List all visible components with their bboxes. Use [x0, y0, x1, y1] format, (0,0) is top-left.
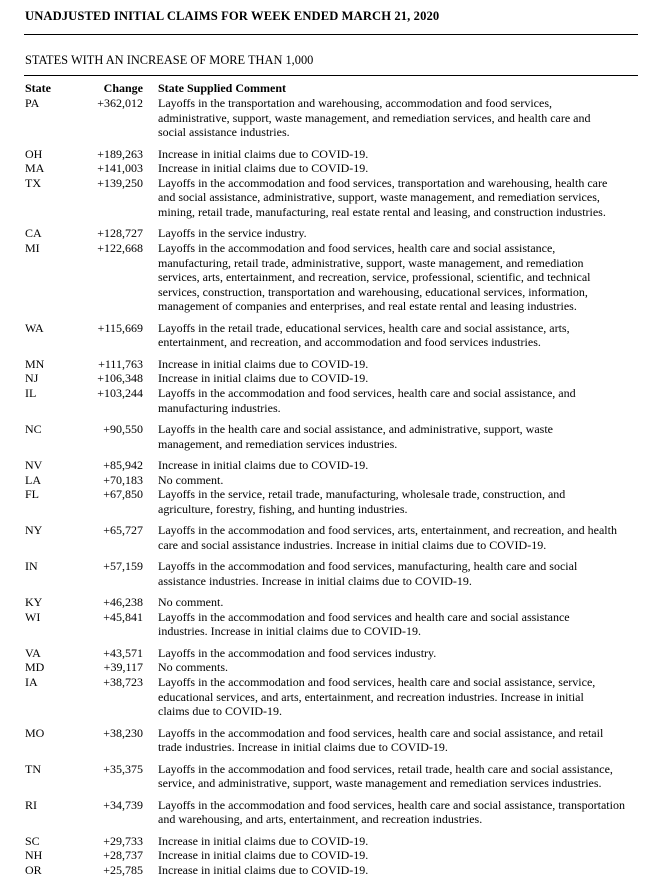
- comment-cell: [158, 863, 642, 877]
- state-cell: MI: [25, 241, 40, 255]
- change-cell: +38,230: [103, 725, 143, 740]
- state-cell: MN: [25, 356, 45, 371]
- comment-line: industries. Increase in initial claims due to COVID-19.: [158, 624, 421, 639]
- state-cell: IA: [25, 675, 38, 689]
- comment-line: Increase in initial claims due to COVID-19.: [158, 848, 369, 863]
- change-cell: +189,263: [97, 146, 143, 161]
- comment-line: Layoffs in the accommodation and food services, health care and social assistance, transportation: [158, 797, 625, 812]
- column-header-comment: State Supplied Comment: [158, 81, 287, 95]
- comment-cell: [158, 458, 642, 473]
- column-header-state: State: [25, 81, 51, 95]
- change-cell: +65,727: [103, 523, 143, 538]
- change-cell: +45,841: [103, 609, 143, 624]
- state-cell: TN: [25, 761, 41, 776]
- comment-cell: [158, 321, 642, 350]
- comment-cell: [158, 660, 642, 675]
- comment-line: No comment.: [158, 595, 224, 610]
- state-cell: PA: [25, 96, 40, 110]
- change-cell: +29,733: [103, 833, 143, 848]
- change-cell: +122,668: [97, 241, 143, 255]
- section-divider: [24, 75, 638, 76]
- state-cell: OH: [25, 146, 43, 161]
- comment-line: No comments.: [158, 660, 228, 675]
- comment-cell: [158, 473, 642, 488]
- state-cell: MD: [25, 660, 45, 675]
- state-cell: NC: [25, 422, 42, 436]
- title-divider: [24, 34, 638, 35]
- comment-cell: [158, 422, 642, 451]
- comment-line: management of companies and enterprises, and real estate rental and leasing industries.: [158, 299, 577, 314]
- change-cell: +85,942: [103, 458, 143, 472]
- state-cell: SC: [25, 833, 40, 848]
- comment-line: Increase in initial claims due to COVID-19.: [158, 371, 369, 386]
- change-cell: +67,850: [103, 487, 143, 502]
- state-cell: IL: [25, 386, 37, 400]
- comment-line: Layoffs in the accommodation and food services, health care and social assistance, and retail: [158, 725, 604, 740]
- comment-cell: [158, 675, 642, 719]
- state-cell: RI: [25, 797, 37, 812]
- change-cell: +90,550: [103, 422, 143, 436]
- comment-cell: [158, 798, 642, 827]
- comment-line: social assistance industries.: [158, 125, 290, 140]
- change-cell: +128,727: [97, 226, 143, 241]
- comment-line: Layoffs in the accommodation and food services industry.: [158, 645, 437, 660]
- comment-line: Increase in initial claims due to COVID-19.: [158, 146, 369, 161]
- comment-line: and warehousing, and arts, entertainment, and recreation industries.: [158, 812, 483, 827]
- comment-line: Layoffs in the accommodation and food services, arts, entertainment, and recreation, and health: [158, 523, 617, 538]
- change-cell: +57,159: [103, 559, 143, 574]
- change-cell: +362,012: [97, 96, 143, 110]
- change-cell: +28,737: [103, 848, 143, 863]
- comment-cell: [158, 595, 642, 610]
- comment-line: services, arts, entertainment, and recreation, service, professional, scientific, and technical: [158, 270, 591, 285]
- comment-line: Layoffs in the accommodation and food services, transportation and warehousing, health care: [158, 175, 608, 190]
- column-header-change: Change: [103, 81, 143, 95]
- comment-cell: [158, 762, 642, 791]
- comment-line: agriculture, forestry, fishing, and hunting industries.: [158, 501, 408, 516]
- page-title: UNADJUSTED INITIAL CLAIMS FOR WEEK ENDED MARCH 21, 2020: [25, 9, 440, 23]
- comment-line: Layoffs in the accommodation and food services, manufacturing, health care and social: [158, 559, 578, 574]
- comment-line: Layoffs in the service industry.: [158, 226, 307, 241]
- comment-line: assistance industries. Increase in initial claims due to COVID-19.: [158, 573, 472, 588]
- comment-cell: [158, 834, 642, 849]
- comment-cell: [158, 848, 642, 863]
- comment-line: Layoffs in the accommodation and food services, health care and social assistance,: [158, 241, 556, 255]
- comment-line: service, and administrative, support, waste management and remediation services industries.: [158, 776, 602, 791]
- comment-line: No comment.: [158, 472, 224, 487]
- comment-cell: [158, 176, 642, 220]
- comment-cell: [158, 610, 642, 639]
- comment-cell: [158, 386, 642, 415]
- state-cell: MA: [25, 161, 45, 176]
- comment-line: management, and remediation services industries.: [158, 436, 398, 451]
- comment-cell: [158, 226, 642, 241]
- comment-line: care and social assistance industries. Increase in initial claims due to COVID-19.: [158, 537, 547, 552]
- change-cell: +34,739: [103, 797, 143, 812]
- change-cell: +39,117: [103, 660, 143, 675]
- section-subtitle: STATES WITH AN INCREASE OF MORE THAN 1,000: [25, 53, 314, 67]
- change-cell: +35,375: [103, 761, 143, 776]
- comment-line: Layoffs in the retail trade, educational services, health care and social assistance, arts,: [158, 320, 570, 335]
- comment-cell: [158, 487, 642, 516]
- comment-line: Increase in initial claims due to COVID-19.: [158, 833, 369, 848]
- change-cell: +70,183: [103, 472, 143, 487]
- change-cell: +111,763: [98, 356, 143, 371]
- comment-line: Layoffs in the accommodation and food services, health care and social assistance, service,: [158, 675, 596, 689]
- comment-cell: [158, 241, 642, 314]
- comment-line: trade industries. Increase in initial claims due to COVID-19.: [158, 740, 448, 755]
- change-cell: +139,250: [97, 175, 143, 190]
- comment-line: manufacturing industries.: [158, 400, 281, 415]
- comment-line: Layoffs in the accommodation and food services and health care and social assistance: [158, 609, 570, 624]
- comment-line: Layoffs in the accommodation and food services, health care and social assistance, and: [158, 386, 576, 400]
- comment-cell: [158, 147, 642, 162]
- state-cell: NH: [25, 848, 43, 863]
- comment-line: mining, retail trade, manufacturing, real estate rental and leasing, and construction industries.: [158, 204, 606, 219]
- comment-line: Layoffs in the transportation and warehousing, accommodation and food services,: [158, 96, 553, 110]
- comment-line: educational services, and arts, entertainment, and recreation industries. Increase in initial: [158, 689, 584, 704]
- change-cell: +43,571: [103, 645, 143, 660]
- comment-line: and social assistance, administrative, support, waste management, and remediation services,: [158, 190, 600, 205]
- comment-cell: [158, 646, 642, 661]
- comment-line: Layoffs in the accommodation and food services, retail trade, health care and social assistance,: [158, 761, 613, 776]
- comment-cell: [158, 559, 642, 588]
- change-cell: +141,003: [97, 161, 143, 176]
- state-cell: OR: [25, 862, 42, 877]
- comment-line: Increase in initial claims due to COVID-19.: [158, 356, 369, 371]
- comment-line: entertainment, and recreation, and accommodation and food services industries.: [158, 335, 541, 350]
- state-cell: VA: [25, 645, 41, 660]
- comment-line: manufacturing, retail trade, administrative, support, waste management, and remediation: [158, 255, 584, 270]
- state-cell: IN: [25, 559, 38, 574]
- comment-line: Layoffs in the health care and social assistance, and administrative, support, waste: [158, 422, 553, 436]
- state-cell: KY: [25, 595, 43, 610]
- state-cell: TX: [25, 175, 41, 190]
- state-cell: WA: [25, 320, 44, 335]
- state-cell: CA: [25, 226, 42, 241]
- change-cell: +46,238: [103, 595, 143, 610]
- comment-cell: [158, 357, 642, 372]
- comment-cell: [158, 161, 642, 176]
- comment-cell: [158, 523, 642, 552]
- state-cell: MO: [25, 725, 45, 740]
- state-cell: NJ: [25, 371, 39, 386]
- state-cell: LA: [25, 472, 41, 487]
- comment-line: Layoffs in the service, retail trade, manufacturing, wholesale trade, construction, and: [158, 487, 566, 502]
- state-cell: NY: [25, 523, 43, 538]
- comment-cell: [158, 726, 642, 755]
- comment-line: Increase in initial claims due to COVID-19.: [158, 161, 369, 176]
- comment-line: claims due to COVID-19.: [158, 704, 282, 719]
- change-cell: +115,669: [97, 320, 143, 335]
- comment-line: Increase in initial claims due to COVID-19.: [158, 458, 369, 472]
- change-cell: +103,244: [97, 386, 143, 400]
- comment-line: services, construction, transportation and warehousing, educational services, information,: [158, 284, 588, 299]
- state-cell: FL: [25, 487, 40, 502]
- state-cell: NV: [25, 458, 43, 472]
- comment-cell: [158, 371, 642, 386]
- comment-line: Increase in initial claims due to COVID-19.: [158, 862, 369, 877]
- change-cell: +106,348: [97, 371, 143, 386]
- state-cell: WI: [25, 609, 41, 624]
- comment-cell: [158, 96, 642, 140]
- change-cell: +25,785: [103, 862, 143, 877]
- comment-line: administrative, support, waste management, and remediation services, and health care and: [158, 110, 591, 125]
- change-cell: +38,723: [103, 675, 143, 689]
